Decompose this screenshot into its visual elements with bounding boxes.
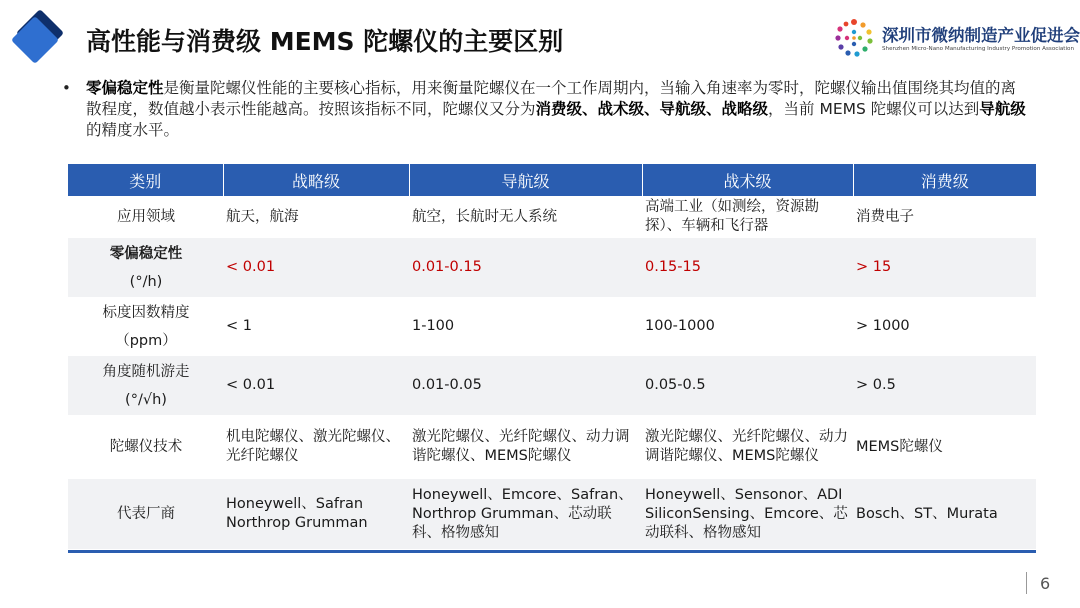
- row-category-title: 标度因数精度: [102, 304, 190, 321]
- header-cell: 消费级: [853, 164, 1036, 196]
- table-cell: 高端工业（如测绘，资源勘探）、车辆和飞行器: [642, 196, 853, 238]
- table-cell: 0.01-0.05: [409, 356, 642, 415]
- header-cell: 战略级: [223, 164, 409, 196]
- intro-text: 是衡量陀螺仪性能的主要核心指标，用来衡量陀螺仪在一个工作周期内，当输入角速率为零时，陀螺仪输出值围绕其均值的离散程度，数值越小表示性能越高。按照该指标不同，陀螺仪又分为: [86, 79, 1017, 118]
- table-cell: 航天，航海: [223, 196, 409, 238]
- table-row: [68, 238, 1036, 297]
- header-cell: 战术级: [642, 164, 853, 196]
- table-cell: < 0.01: [223, 238, 409, 297]
- intro-levels: 消费级、战术级、导航级、战略级: [535, 100, 769, 118]
- row-category-title: 角度随机游走: [102, 363, 190, 380]
- row-category-unit: (°/√h): [125, 391, 167, 408]
- logo-chinese-name: 深圳市微纳制造产业促进会: [882, 26, 1080, 45]
- row-category: [68, 238, 223, 297]
- table-cell: 0.15-15: [642, 238, 853, 297]
- table-row: [68, 196, 1036, 238]
- table-cell: < 0.01: [223, 356, 409, 415]
- table-cell: 1-100: [409, 297, 642, 356]
- row-category: 应用领域: [68, 196, 223, 238]
- bullet-marker: •: [62, 79, 71, 97]
- table-cell: 激光陀螺仪、光纤陀螺仪、动力调谐陀螺仪、MEMS陀螺仪: [642, 415, 853, 479]
- row-category-unit: (°/h): [129, 273, 163, 290]
- table-cell: 0.05-0.5: [642, 356, 853, 415]
- title-diamond-icon: [14, 14, 66, 66]
- row-category: [68, 356, 223, 415]
- intro-text-2: ，当前 MEMS 陀螺仪可以达到: [768, 100, 980, 118]
- table-cell: > 0.5: [853, 356, 1036, 415]
- table-cell: 0.01-0.15: [409, 238, 642, 297]
- table-cell: 机电陀螺仪、激光陀螺仪、光纤陀螺仪: [223, 415, 409, 479]
- table-header-row: [68, 164, 1036, 196]
- header-cell: 类别: [68, 164, 223, 196]
- table-cell: 消费电子: [853, 196, 1036, 238]
- row-category-unit: （ppm）: [115, 332, 177, 349]
- table-cell: 100-1000: [642, 297, 853, 356]
- table-row: [68, 415, 1036, 479]
- header-cell: 导航级: [409, 164, 642, 196]
- page-number: 6: [1040, 574, 1051, 593]
- row-category-title: 零偏稳定性: [109, 245, 183, 262]
- row-category: 代表厂商: [68, 479, 223, 549]
- row-category: 陀螺仪技术: [68, 415, 223, 479]
- association-logo: [832, 16, 1080, 62]
- intro-level-nav: 导航级: [979, 100, 1026, 118]
- table-cell: Bosch、ST、Murata: [853, 479, 1036, 549]
- table-cell: 航空，长航时无人系统: [409, 196, 642, 238]
- page-number-divider: [1026, 572, 1027, 594]
- table-cell: > 1000: [853, 297, 1036, 356]
- table-row: [68, 356, 1036, 415]
- table-row: [68, 479, 1036, 549]
- table-cell: Honeywell、Sensonor、ADI SiliconSensing、Emcore、芯动联科、格物感知: [642, 479, 853, 549]
- comparison-table: [68, 164, 1036, 549]
- intro-term: 零偏稳定性: [86, 79, 164, 97]
- row-category: [68, 297, 223, 356]
- page-title: 高性能与消费级 MEMS 陀螺仪的主要区别: [86, 27, 564, 56]
- table-bottom-rule: [68, 550, 1036, 553]
- table-row: [68, 297, 1036, 356]
- table-cell: Honeywell、Safran Northrop Grumman: [223, 479, 409, 549]
- logo-english-name: Shenzhen Micro-Nano Manufacturing Industry Promotion Association: [882, 46, 1075, 52]
- dot-cluster-logo-icon: [832, 16, 876, 60]
- intro-text-3: 的精度水平。: [86, 121, 180, 139]
- intro-paragraph: [62, 78, 1026, 141]
- table-cell: MEMS陀螺仪: [853, 415, 1036, 479]
- table-cell: Honeywell、Emcore、Safran、Northrop Grumman、芯动联科、格物感知: [409, 479, 642, 549]
- table-cell: > 15: [853, 238, 1036, 297]
- table-cell: 激光陀螺仪、光纤陀螺仪、动力调谐陀螺仪、MEMS陀螺仪: [409, 415, 642, 479]
- table-cell: < 1: [223, 297, 409, 356]
